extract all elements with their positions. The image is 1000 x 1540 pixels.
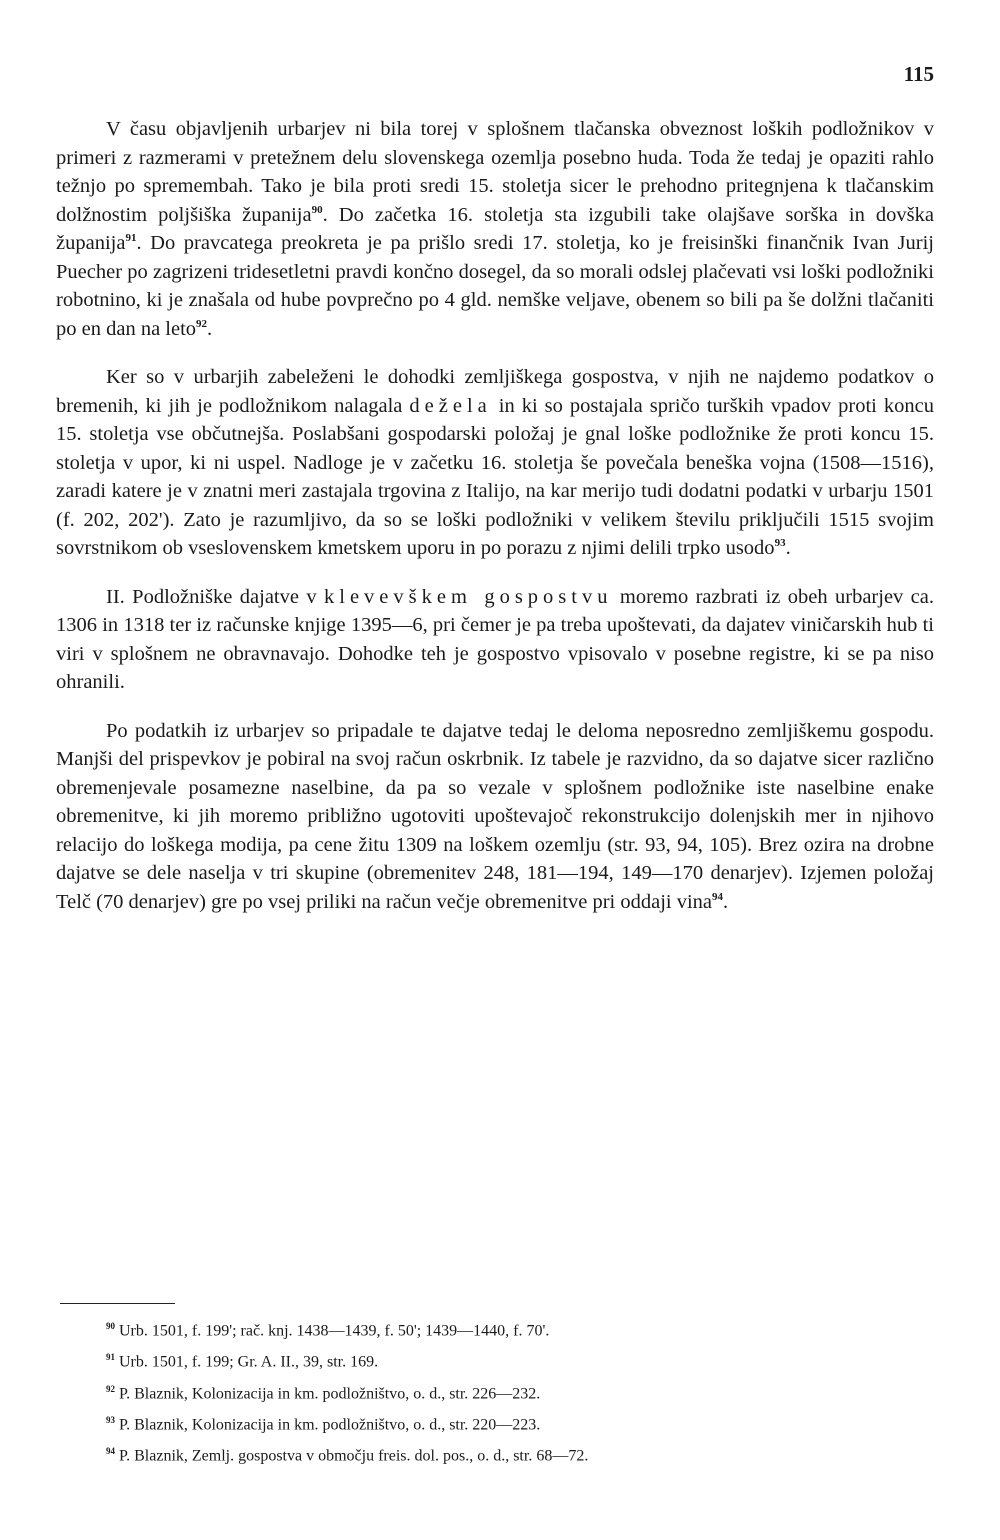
text-run: . Do začetka 16. stoletja sta izgubili take olajšave sorška in dovška županija <box>56 203 934 254</box>
footnote-text: Urb. 1501, f. 199'; rač. knj. 1438—1439, f. 50'; 1439—1440, f. 70'. <box>119 1322 550 1340</box>
footnote-separator <box>60 1303 175 1304</box>
footnote-reference: 90 <box>311 203 323 216</box>
text-run: II. Podložniške dajatve v <box>106 585 325 608</box>
emphasized-text: klevevškem gospostvu <box>324 585 613 608</box>
text-run: . <box>785 537 791 559</box>
text-run: in ki so postajala spričo turških vpadov proti koncu 15. stoletja vse občutnejša. Poslabšani gospodarski položaj je gnal loške podložnike že proti koncu 15. stoletja v upor, ki ni uspel. Nadloge je v začetku 16. stoletja še povečala beneška vojna (1508—1516), zaradi katere je v znatni meri zastajala trgovina z Italijo, na kar merijo tudi dodatni podatki v urbarju 1501 (f. 202, 202'). Zato je razumljivo, da so se loški podložniki v velikem številu priključili 1515 svojim sovrstnikom ob vseslovenskem kmetskem uporu in po porazu z njimi delili trpko usodo <box>56 394 934 559</box>
footnote-reference: 91 <box>125 232 137 245</box>
footnote-reference: 92 <box>196 317 208 330</box>
text-run: moremo razbrati iz obeh urbarjev ca. 1306 in 1318 ter iz računske knjige 1395—6, pri čemer je pa treba upoštevati, da dajatev viničarskih hub ti viri v splošnem ne obravnavajo. Dohodke teh je gospostvo vpisovalo v posebne registre, ki se pa niso ohranili. <box>56 585 935 693</box>
footnote-text: P. Blaznik, Kolonizacija in km. podložništvo, o. d., str. 220—223. <box>119 1416 541 1434</box>
footnote <box>106 1344 936 1375</box>
text-run: Ker so v urbarjih zabeleženi le dohodki zemljiškega gospostva, v njih ne najdemo podatkov o bremenih, ki jih je podložnikom nalagala <box>56 366 934 417</box>
text-run: . <box>207 317 213 340</box>
text-run: . Do pravcatega preokreta je pa prišlo sredi 17. stoletja, ko je freisinški finančnik Ivan Jurij Puecher po zagrizeni tridesetletni pravdi končno dosegel, da so morali odslej plačevati vsi loški podložniki robotnino, ki je znašala od hube povprečno po 4 gld. nemške veljave, obenem so bili pa še dolžni tlačaniti po en dan na leto <box>56 232 934 340</box>
paragraph <box>56 583 934 697</box>
footnote-number: 94 <box>106 1446 115 1457</box>
paragraph <box>56 363 934 563</box>
footnote-number: 91 <box>106 1352 115 1363</box>
footnote-reference: 94 <box>712 890 724 903</box>
body-text <box>56 115 934 936</box>
text-run: Po podatkih iz urbarjev so pripadale te dajatve tedaj le deloma neposredno zemljiškemu gospodu. Manjši del prispevkov je pobiral na svoj račun oskrbnik. Iz tabele je razvidno, da so dajatve sicer različno obremenjevale posamezne naselbine, da pa so vezale v splošnem podložnike iste naselbine enake obremenitve, ki jih moremo približno ugotoviti upoštevajoč rekonstrukcijo dolenjskih mer in njihovo relacijo do loškega modija, pa cene žitu 1309 na loškem ozemlju (str. 93, 94, 105). Brez ozira na drobne dajatve se dele naselja v tri skupine (obremenitev 248, 181—194, 149—170 denarjev). Izjemen položaj Telč (70 denarjev) gre po vsej priliki na račun večje obremenitve pri oddaji vina <box>56 719 934 913</box>
footnote-number: 93 <box>106 1414 115 1425</box>
footnote <box>106 1376 936 1407</box>
paragraph <box>56 717 934 917</box>
text-run: V času objavljenih urbarjev ni bila torej v splošnem tlačanska obveznost loških podložnikov v primeri z razmerami v pretežnem delu slovenskega ozemlja posebno huda. Toda že tedaj je opaziti rahlo težnjo po spremembah. Tako je bila proti sredi 15. stoletja sicer le prehodno pritegnjena k tlačanskim dolžnostim poljšiška županija <box>56 118 934 226</box>
emphasized-text: dežela <box>409 394 492 417</box>
footnotes <box>106 1313 936 1470</box>
footnote <box>106 1438 936 1469</box>
footnote-reference: 93 <box>774 537 786 550</box>
text-run: . <box>723 890 729 913</box>
footnote-text: Urb. 1501, f. 199; Gr. A. II., 39, str. 169. <box>119 1353 379 1371</box>
footnote <box>106 1407 936 1438</box>
footnote <box>106 1313 936 1344</box>
page-number: 115 <box>903 62 934 86</box>
paragraph <box>56 115 934 343</box>
footnote-text: P. Blaznik, Kolonizacija in km. podložništvo, o. d., str. 226—232. <box>119 1384 541 1402</box>
footnote-number: 92 <box>106 1383 115 1394</box>
footnote-number: 90 <box>106 1321 115 1331</box>
footnote-text: P. Blaznik, Zemlj. gospostva v območju freis. dol. pos., o. d., str. 68—72. <box>119 1447 589 1465</box>
